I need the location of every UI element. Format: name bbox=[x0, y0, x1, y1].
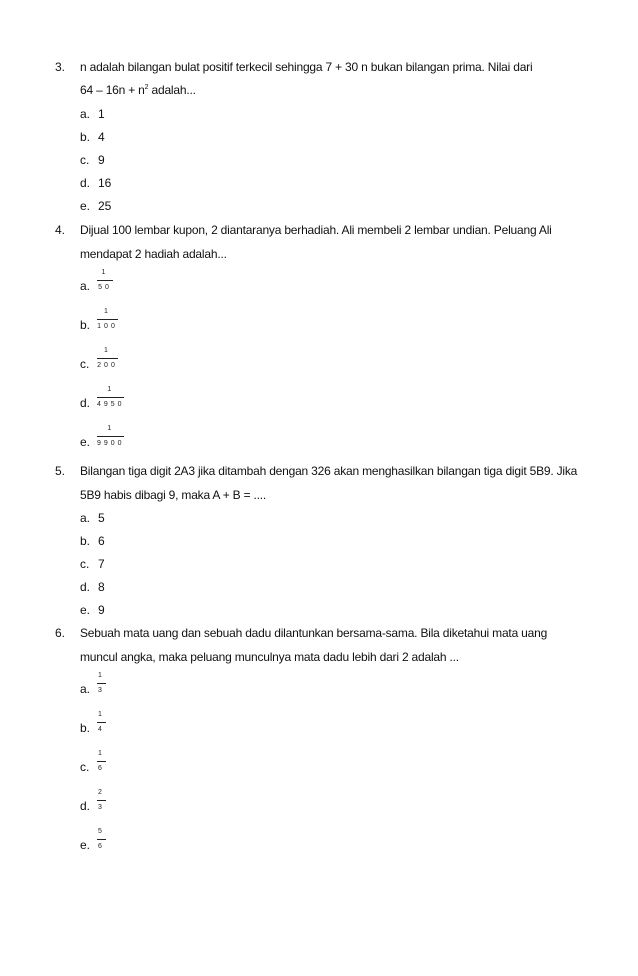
fraction-bar bbox=[97, 280, 113, 281]
fraction-numerator: 1 bbox=[107, 425, 115, 432]
expression-exponent: 2 bbox=[144, 84, 149, 91]
fraction-denominator: 6 bbox=[98, 765, 105, 772]
option-value: 16 bbox=[98, 176, 112, 190]
option-value: 6 bbox=[98, 534, 105, 548]
option-letter: b. bbox=[80, 318, 91, 332]
option-letter: d. bbox=[80, 799, 91, 813]
fraction-bar bbox=[97, 358, 118, 359]
option-value: 5 bbox=[98, 511, 105, 525]
fraction-numerator: 2 bbox=[98, 789, 105, 796]
option-fraction bbox=[97, 347, 118, 370]
option-letter: d. bbox=[80, 580, 91, 594]
option-fraction bbox=[97, 789, 106, 812]
option-letter: d. bbox=[80, 396, 91, 410]
fraction-bar bbox=[97, 319, 118, 320]
fraction-numerator: 5 bbox=[98, 828, 105, 835]
question-text: Sebuah mata uang dan sebuah dadu dilantunkan bersama-sama. Bila diketahui mata uang bbox=[80, 626, 548, 640]
option-letter: b. bbox=[80, 534, 91, 548]
fraction-denominator: 4950 bbox=[97, 401, 125, 408]
fraction-bar bbox=[97, 800, 106, 801]
question-text: muncul angka, maka peluang munculnya mata dadu lebih dari 2 adalah ... bbox=[80, 650, 459, 664]
fraction-denominator: 9900 bbox=[97, 440, 125, 447]
fraction-bar bbox=[97, 839, 106, 840]
question-text: Dijual 100 lembar kupon, 2 diantaranya berhadiah. Ali membeli 2 lembar undian. Peluang Ali bbox=[80, 223, 552, 237]
option-letter: c. bbox=[80, 153, 90, 167]
fraction-numerator: 1 bbox=[98, 672, 105, 679]
question-text: n adalah bilangan bulat positif terkecil sehingga 7 + 30 n bukan bilangan prima. Nilai dari bbox=[80, 60, 533, 74]
fraction-numerator: 1 bbox=[98, 711, 105, 718]
question-text: Bilangan tiga digit 2A3 jika ditambah dengan 326 akan menghasilkan bilangan tiga digit 5B9. Jika bbox=[80, 464, 578, 478]
option-value: 9 bbox=[98, 603, 105, 617]
fraction-numerator: 1 bbox=[107, 386, 115, 393]
fraction-denominator: 100 bbox=[97, 323, 118, 330]
option-letter: a. bbox=[80, 107, 91, 121]
option-letter: a. bbox=[80, 511, 91, 525]
expression-part: 64 – 16n + n bbox=[80, 83, 145, 97]
option-letter: e. bbox=[80, 435, 91, 449]
question-number: 6. bbox=[55, 626, 66, 640]
fraction-denominator: 50 bbox=[98, 284, 112, 291]
question-number: 3. bbox=[55, 60, 66, 74]
fraction-bar bbox=[97, 683, 106, 684]
option-fraction bbox=[97, 308, 118, 331]
option-fraction bbox=[97, 828, 106, 851]
option-letter: e. bbox=[80, 199, 91, 213]
option-value: 9 bbox=[98, 153, 105, 167]
option-letter: a. bbox=[80, 279, 91, 293]
question-text-expression bbox=[80, 83, 196, 97]
option-fraction bbox=[97, 425, 125, 448]
option-fraction bbox=[97, 386, 125, 409]
fraction-bar bbox=[97, 761, 106, 762]
option-letter: e. bbox=[80, 603, 91, 617]
fraction-bar bbox=[97, 436, 124, 437]
question-number: 4. bbox=[55, 223, 66, 237]
fraction-numerator: 1 bbox=[104, 308, 111, 315]
fraction-numerator: 1 bbox=[104, 347, 111, 354]
option-value: 7 bbox=[98, 557, 105, 571]
option-letter: b. bbox=[80, 130, 91, 144]
option-letter: a. bbox=[80, 682, 91, 696]
option-value: 8 bbox=[98, 580, 105, 594]
expression-tail: adalah... bbox=[148, 83, 196, 97]
option-value: 1 bbox=[98, 107, 105, 121]
fraction-numerator: 1 bbox=[98, 750, 105, 757]
option-fraction bbox=[97, 672, 106, 695]
fraction-bar bbox=[97, 397, 124, 398]
question-text: 5B9 habis dibagi 9, maka A + B = .... bbox=[80, 488, 267, 502]
option-letter: c. bbox=[80, 557, 90, 571]
fraction-denominator: 6 bbox=[98, 843, 105, 850]
question-text: mendapat 2 hadiah adalah... bbox=[80, 247, 227, 261]
option-letter: b. bbox=[80, 721, 91, 735]
fraction-bar bbox=[97, 722, 106, 723]
fraction-denominator: 3 bbox=[98, 687, 105, 694]
option-fraction bbox=[97, 750, 106, 773]
option-letter: d. bbox=[80, 176, 91, 190]
option-fraction bbox=[97, 269, 113, 292]
fraction-denominator: 3 bbox=[98, 804, 105, 811]
option-letter: c. bbox=[80, 760, 90, 774]
option-letter: e. bbox=[80, 838, 91, 852]
option-value: 4 bbox=[98, 130, 105, 144]
question-number: 5. bbox=[55, 464, 66, 478]
option-letter: c. bbox=[80, 357, 90, 371]
option-fraction bbox=[97, 711, 106, 734]
option-value: 25 bbox=[98, 199, 112, 213]
fraction-denominator: 200 bbox=[97, 362, 118, 369]
fraction-denominator: 4 bbox=[98, 726, 105, 733]
fraction-numerator: 1 bbox=[101, 269, 109, 276]
